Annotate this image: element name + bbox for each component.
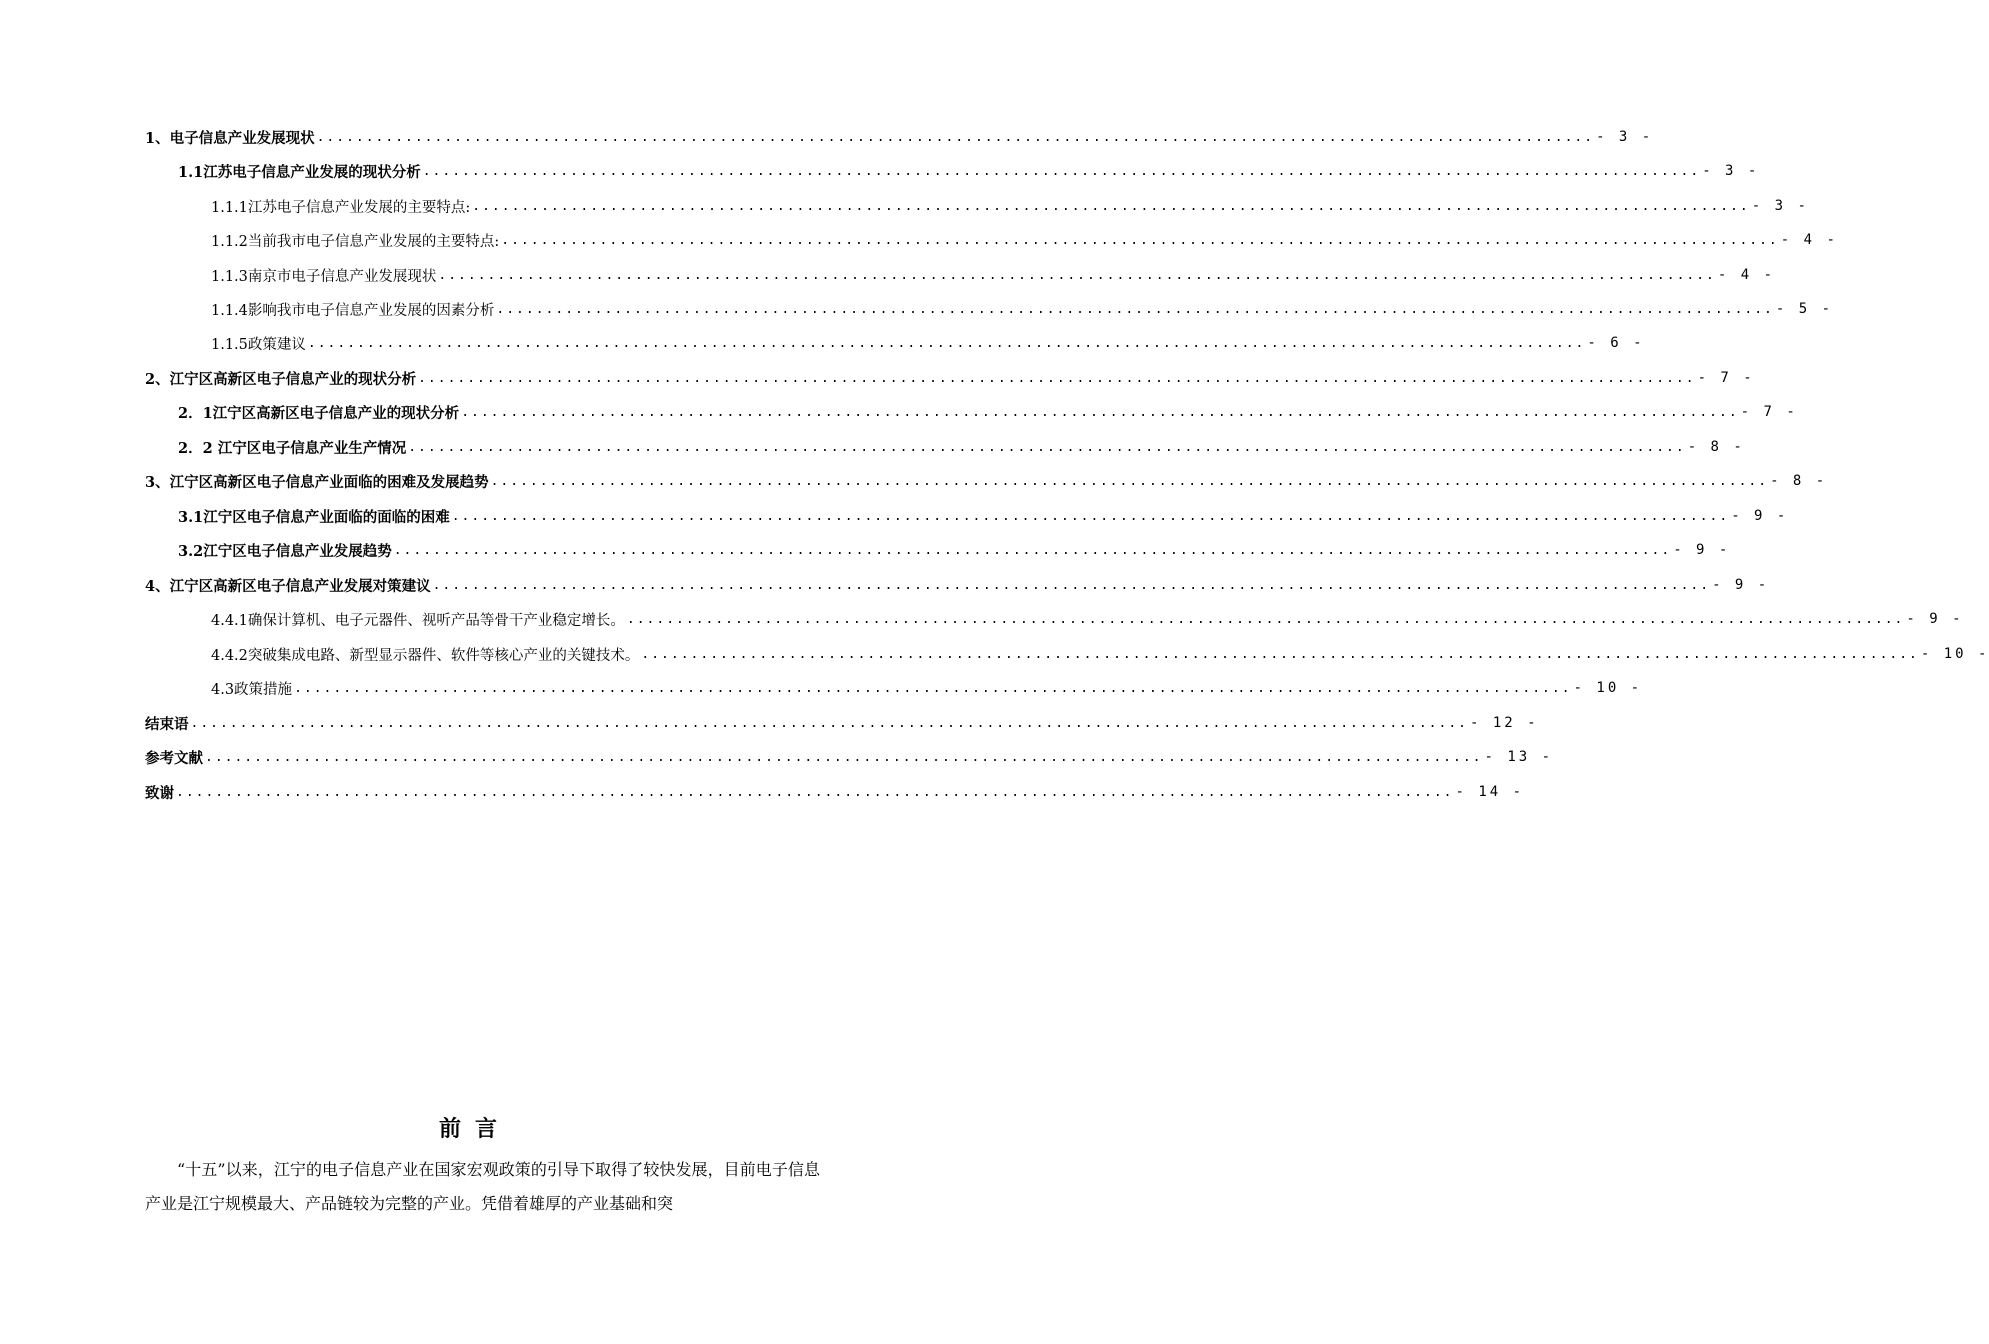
toc-leader-dots: .................................................................................................................................. <box>294 680 1572 696</box>
toc-entry-title: 4.3政策措施 <box>211 681 293 698</box>
toc-entry[interactable] <box>211 297 1834 321</box>
toc-entry[interactable] <box>145 780 1525 804</box>
toc-entry-title: 4.4.1确保计算机、电子元器件、视听产品等骨干产业稳定增长。 <box>211 612 625 629</box>
toc-leader-dots: .................................................................................................................................. <box>451 508 1730 524</box>
toc-entry[interactable] <box>211 228 1838 252</box>
toc-entry-title: 2．2 江宁区电子信息产业生产情况 <box>178 439 407 457</box>
toc-entry[interactable] <box>145 573 1770 597</box>
toc-entry-title: 1.1.1江苏电子信息产业发展的主要特点: <box>211 199 471 216</box>
toc-page-number: - 10 - <box>1920 646 1989 662</box>
toc-entry-title: 致谢 <box>145 784 174 802</box>
toc-entry-title: 1、电子信息产业发展现状 <box>145 129 315 147</box>
toc-leader-dots: .................................................................................................................................. <box>501 232 1779 248</box>
toc-entry[interactable] <box>178 435 1745 459</box>
toc-leader-dots: .................................................................................................................................. <box>496 301 1774 317</box>
toc-page-number: - 12 - <box>1469 715 1539 731</box>
toc-page-number: - 7 - <box>1697 370 1755 386</box>
toc-entry[interactable] <box>145 711 1539 735</box>
toc-entry[interactable] <box>145 125 1654 149</box>
toc-entry[interactable] <box>178 538 1731 562</box>
toc-page-number: - 14 - <box>1455 784 1525 800</box>
toc-entry[interactable] <box>178 504 1789 528</box>
toc-page-number: - 9 - <box>1731 508 1789 524</box>
toc-page-number: - 10 - <box>1573 680 1643 696</box>
toc-page-number: - 9 - <box>1906 611 1964 627</box>
toc-entry-title: 参考文献 <box>145 749 203 767</box>
toc-page-number: - 3 - <box>1596 129 1654 145</box>
toc-page-number: - 8 - <box>1770 473 1828 489</box>
toc-entry-title: 3.2江宁区电子信息产业发展趋势 <box>178 542 392 560</box>
toc-leader-dots: .................................................................................................................................. <box>205 749 1483 765</box>
toc-leader-dots: .................................................................................................................................. <box>432 577 1711 593</box>
toc-page-number: - 3 - <box>1702 163 1760 179</box>
toc-entry-title: 2．1江宁区高新区电子信息产业的现状分析 <box>178 404 460 422</box>
toc-entry-title: 1.1.5政策建议 <box>211 336 306 353</box>
toc-entry[interactable] <box>211 263 1776 287</box>
toc-entry[interactable] <box>145 469 1828 493</box>
toc-entry-title: 3、江宁区高新区电子信息产业面临的困难及发展趋势 <box>145 473 489 491</box>
toc-entry[interactable] <box>145 745 1554 769</box>
toc-page-number: - 5 - <box>1775 301 1834 317</box>
toc-page-number: - 3 - <box>1751 198 1809 214</box>
toc-entry-title: 1.1江苏电子信息产业发展的现状分析 <box>178 163 421 181</box>
toc-entry-title: 4.4.2突破集成电路、新型显示器件、软件等核心产业的关键技术。 <box>211 647 640 664</box>
toc-entry-title: 4、江宁区高新区电子信息产业发展对策建议 <box>145 577 431 595</box>
preface-heading: 前言 <box>438 1117 511 1142</box>
toc-leader-dots: .................................................................................................................................. <box>176 784 1454 800</box>
toc-leader-dots: .................................................................................................................................. <box>438 267 1716 283</box>
toc-entry[interactable] <box>145 366 1755 390</box>
toc-leader-dots: .................................................................................................................................. <box>422 163 1701 179</box>
toc-entry[interactable] <box>211 642 1989 666</box>
toc-entry-title: 3.1江宁区电子信息产业面临的面临的困难 <box>178 508 450 526</box>
toc-entry-title: 2、江宁区高新区电子信息产业的现状分析 <box>145 370 417 388</box>
toc-entry[interactable] <box>178 159 1760 183</box>
toc-page-number: - 7 - <box>1740 404 1798 420</box>
toc-leader-dots: .................................................................................................................................. <box>641 646 1919 662</box>
toc-entry-title: 1.1.2当前我市电子信息产业发展的主要特点: <box>211 233 500 250</box>
toc-entry-title: 1.1.4影响我市电子信息产业发展的因素分析 <box>211 302 495 319</box>
toc-entry[interactable] <box>178 400 1798 424</box>
toc-leader-dots: .................................................................................................................................. <box>626 611 1905 627</box>
toc-entry[interactable] <box>211 331 1645 355</box>
preface-body <box>145 1153 820 1221</box>
toc-page-number: - 4 - <box>1780 232 1838 248</box>
toc-leader-dots: .................................................................................................................................. <box>408 439 1686 455</box>
toc-leader-dots: .................................................................................................................................. <box>472 198 1750 214</box>
toc-leader-dots: .................................................................................................................................. <box>190 715 1468 731</box>
toc-page-number: - 9 - <box>1712 577 1770 593</box>
toc-leader-dots: .................................................................................................................................. <box>418 370 1696 386</box>
toc-page-number: - 8 - <box>1687 439 1745 455</box>
toc-entry[interactable] <box>211 676 1643 700</box>
toc-page-number: - 6 - <box>1587 335 1645 351</box>
toc-entry-title: 1.1.3南京市电子信息产业发展现状 <box>211 268 437 285</box>
toc-leader-dots: .................................................................................................................................. <box>307 335 1586 351</box>
toc-entry-title: 结束语 <box>145 715 189 733</box>
preface-paragraph: “十五”以来，江宁的电子信息产业在国家宏观政策的引导下取得了较快发展，目前电子信息产业是江宁规模最大、产品链较为完整的产业。凭借着雄厚的产业基础和突 <box>145 1160 820 1213</box>
toc-leader-dots: .................................................................................................................................. <box>316 129 1595 145</box>
toc-page-number: - 4 - <box>1717 267 1776 283</box>
toc-page-number: - 9 - <box>1673 542 1731 558</box>
toc-leader-dots: .................................................................................................................................. <box>490 473 1769 489</box>
toc-page-number: - 13 - <box>1484 749 1554 765</box>
toc-entry[interactable] <box>211 194 1809 218</box>
toc-entry[interactable] <box>211 607 1964 631</box>
toc-leader-dots: .................................................................................................................................. <box>461 404 1739 420</box>
toc-leader-dots: .................................................................................................................................. <box>393 542 1672 558</box>
